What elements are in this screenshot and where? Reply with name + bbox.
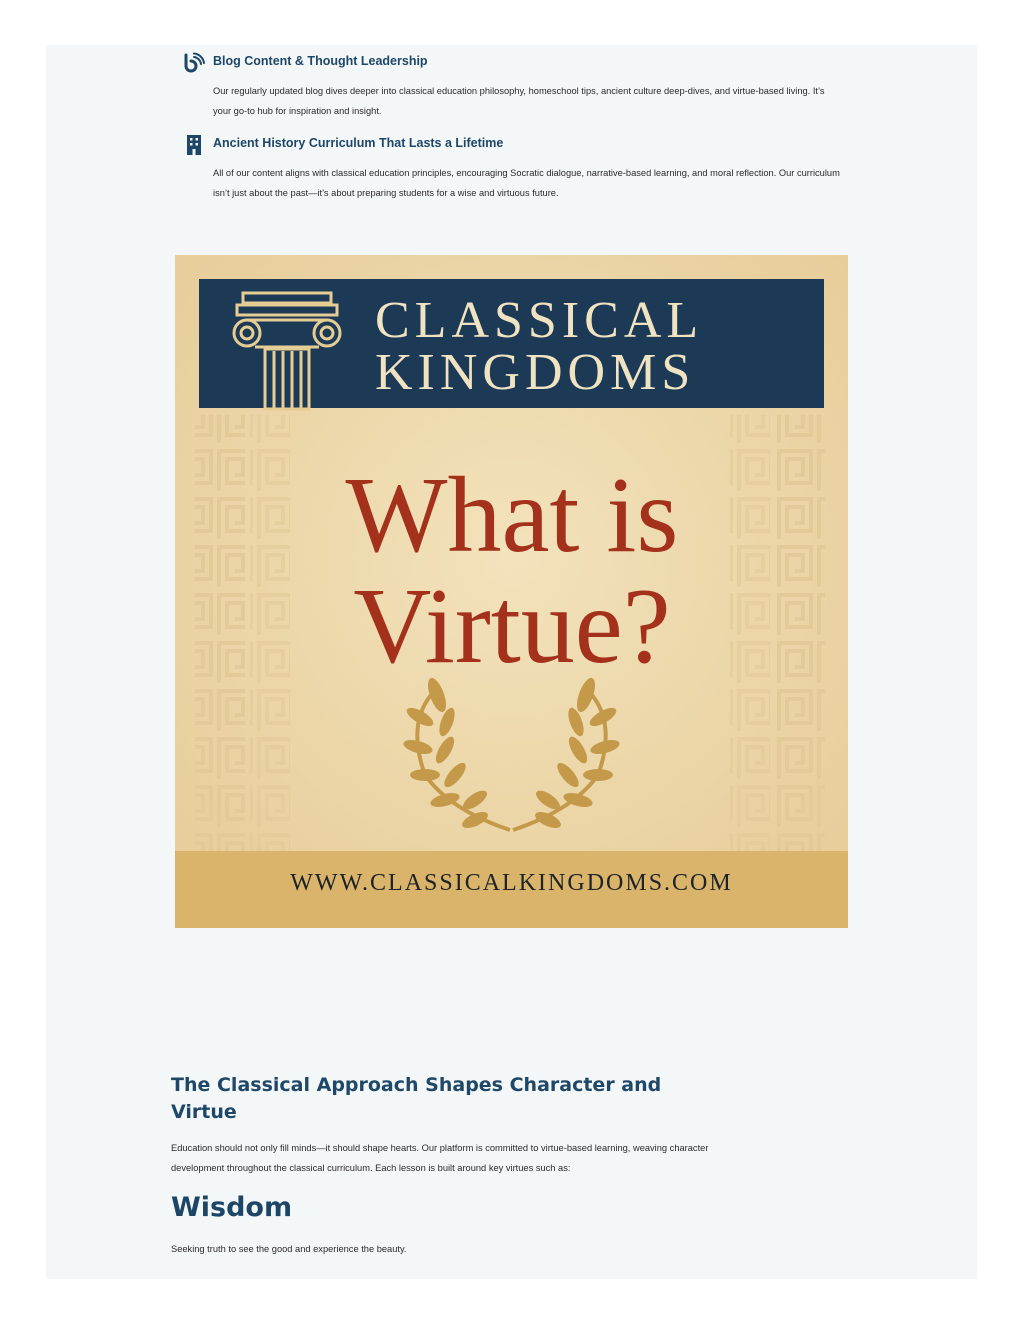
virtue-heading: Wisdom [171,1192,293,1223]
poster-question-line-2: Virtue? [353,567,671,686]
feature-description: Our regularly updated blog dives deeper into classical education philosophy, homeschool tips, ancient culture deep-dives, and virtue-based living. It’s your go-to hub for inspiration and insight. [213,86,825,116]
section-intro: Education should not only fill minds—it should shape hearts. Our platform is committed to virtue-based learning, weaving character development throughout the classical curriculum. Each lesson is built around key virtues such as: [171,1143,709,1173]
poster-brand-line-2: KINGDOMS [375,344,696,401]
poster-question-line-1: What is [345,456,679,575]
feature-curriculum [183,134,843,204]
feature-title: Blog Content & Thought Leadership [213,54,428,68]
blog-rss-icon [183,52,205,74]
feature-blog [183,52,843,122]
building-icon [183,134,205,156]
poster-brand-line-1: CLASSICAL [375,292,704,349]
feature-title: Ancient History Curriculum That Lasts a Lifetime [213,136,504,150]
virtue-description: Seeking truth to see the good and experience the beauty. [171,1244,407,1254]
poster-website: WWW.CLASSICALKINGDOMS.COM [290,870,733,896]
feature-description: All of our content aligns with classical education principles, encouraging Socratic dialogue, narrative-based learning, and moral reflection. Our curriculum isn’t just about the past—it’s about preparing students for a wise and virtuous future. [213,168,840,198]
section-heading: The Classical Approach Shapes Character and Virtue [171,1074,662,1123]
